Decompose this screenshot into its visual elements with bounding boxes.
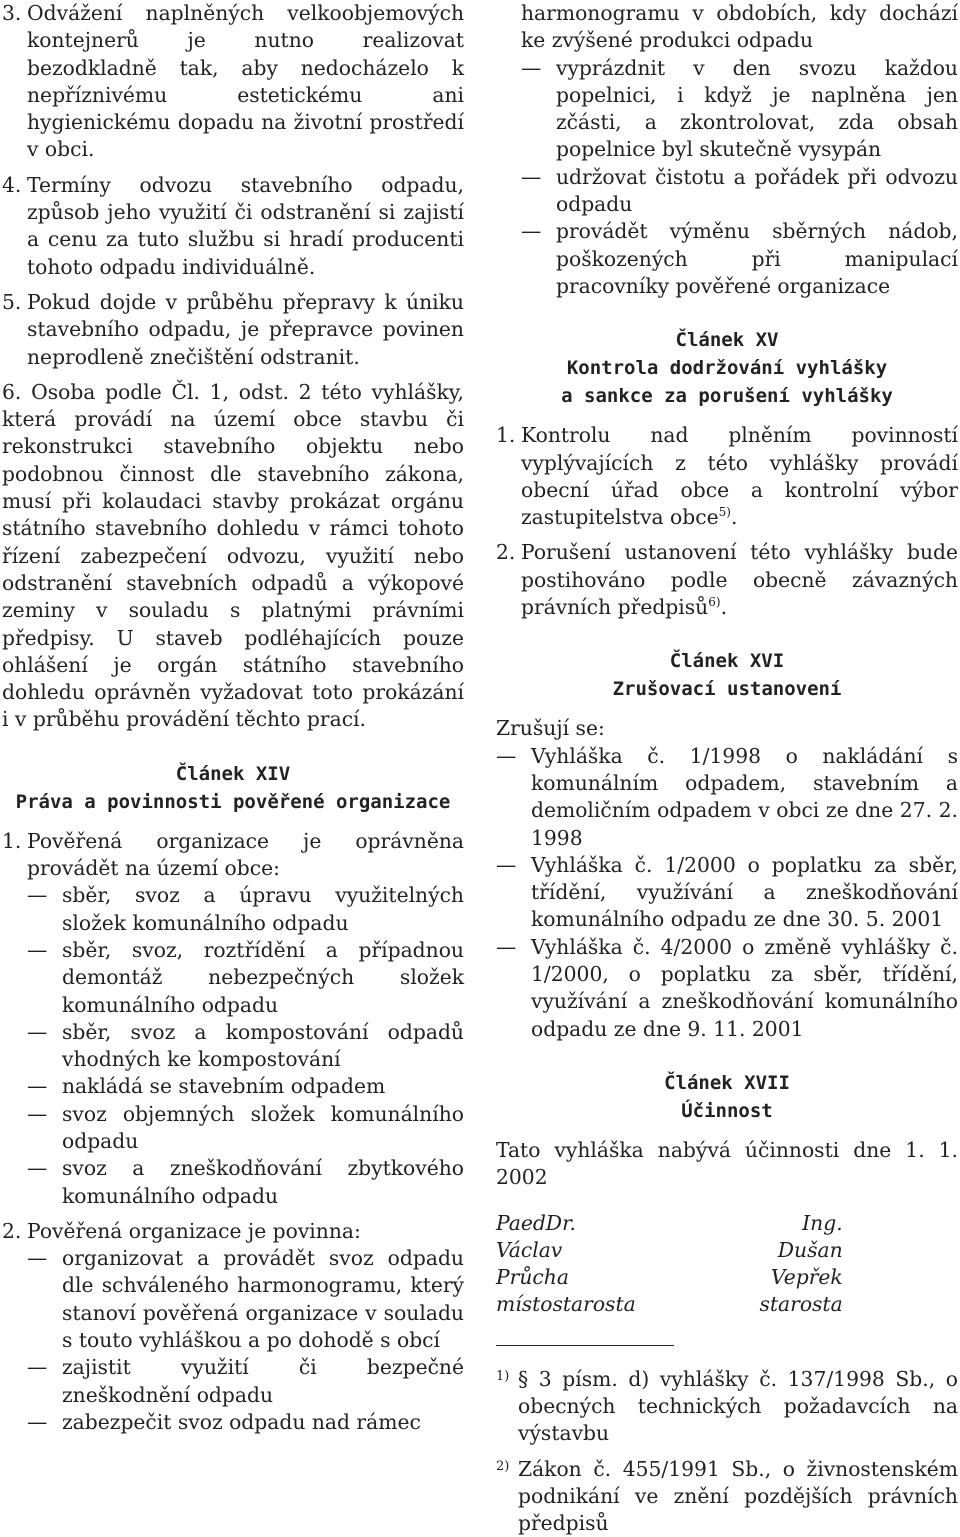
item-text: Pověřená organizace je povinna:	[27, 1218, 361, 1243]
signature-name: PaedDr. Václav Průcha	[496, 1210, 576, 1290]
footnote-text: Zákon č. 455/1991 Sb., o živnostenském podnikání ve znění pozdějších právních předpisů	[518, 1456, 958, 1536]
repeal-intro: Zrušují se:	[496, 716, 605, 741]
list-item	[2, 289, 464, 371]
dash-item: — sběr, svoz a úpravu využitelných složek komunálního odpadu	[27, 883, 464, 935]
dash-list	[27, 882, 464, 1210]
article-subtitle: Kontrola dodržování vyhlášky	[566, 357, 888, 380]
list-item	[2, 1218, 464, 1245]
footnote-mark: 1)	[496, 1368, 510, 1384]
footnote-divider	[496, 1345, 674, 1346]
article-subtitle: Práva a povinnosti pověřené organizace	[15, 790, 451, 813]
list-item: 2. Porušení ustanovení této vyhlášky bude postihováno podle obecně závazných právních předpisů$^{6)}$.	[496, 539, 958, 621]
dash-item: — svoz objemných složek komunálního odpadu	[27, 1101, 464, 1153]
item-text: Pokud dojde v průběhu přepravy k úniku stavebního odpadu, je přepravce povinen neprodleně znečištění odstranit.	[27, 289, 464, 369]
dash-item: — Vyhláška č. 1/2000 o poplatku za sběr, třídění, využívání a zneškodňování komunálního odpadu ze dne 30. 5. 2001	[496, 852, 958, 932]
dash-item: — organizovat a provádět svoz odpadu dle schváleného harmonogramu, který stanoví pověřená organizace v souladu s touto vyhláškou a po dohodě s obcí	[27, 1246, 464, 1353]
list-item	[2, 0, 464, 164]
item-number: 3.	[2, 1, 22, 25]
dash-item: — svoz a zneškodňování zbytkového komunálního odpadu	[27, 1156, 464, 1208]
dash-item: — Vyhláška č. 4/2000 o změně vyhlášky č. 1/2000, o poplatku za sběr, třídění, využívání a zneškodňování komunálního odpadu ze dne 9. 11. 2001	[496, 934, 958, 1041]
signature-name: Ing. Dušan Vepřek	[770, 1210, 843, 1290]
dash-item: — zajistit využití či bezpečné zneškodnění odpadu	[27, 1355, 464, 1407]
article-title: Článek XV	[675, 329, 779, 352]
paragraph-6: 6. Osoba podle Čl. 1, odst. 2 této vyhlášky, která provádí na území obce stavbu či rekonstrukci stavebního objektu nebo podobnou činnost dle stavebního zákona, musí při kolaudaci stavby prokázat orgánu státního stavebního dohledu v rámci tohoto řízení zabezpečení odvozu, využití nebo odstranění stavebních odpadů a výkopové zeminy v souladu s platnými právními předpisy. U staveb podléhajících pouze ohlášení je orgán státního stavebního dohledu oprávněn vyžadovat toto prokázání i v průběhu provádění těchto prací.	[2, 379, 464, 732]
dash-item: — zabezpečit svoz odpadu nad rámec	[27, 1409, 421, 1434]
signature-role: starosta	[759, 1292, 843, 1317]
signatures	[496, 1210, 958, 1319]
footnote-ref: 6)	[708, 595, 721, 610]
dash-item: — sběr, svoz a kompostování odpadů vhodných ke kompostování	[27, 1019, 464, 1072]
article-subtitle: Zrušovací ustanovení	[612, 678, 842, 701]
dash-item: — nakládá se stavebním odpadem	[27, 1074, 386, 1099]
left-column	[2, 0, 464, 1436]
article-17-heading	[496, 1069, 958, 1125]
item-number: 1.	[496, 423, 516, 448]
footnote	[496, 1366, 958, 1448]
dash-item: — vyprázdnit v den svozu každou popelnici, i když je naplněna jen zčásti, a zkontrolovat, zda obsah popelnice byl skutečně vysypán	[521, 55, 958, 162]
footnote-text: § 3 písm. d) vyhlášky č. 137/1998 Sb., o obecných technických požadavcích na výstavbu	[518, 1366, 958, 1446]
article-15-heading	[496, 326, 958, 410]
item-number: 2.	[2, 1218, 22, 1243]
article-14-heading	[2, 760, 464, 816]
article-subtitle: a sankce za porušení vyhlášky	[561, 385, 893, 408]
right-column	[496, 0, 958, 1537]
item-number: 2.	[496, 540, 516, 565]
continued-text: harmonogramu v obdobích, kdy dochází ke zvýšené produkci odpadu	[521, 1, 958, 53]
item-number: 5.	[2, 289, 22, 314]
article-title: Článek XVI	[669, 650, 785, 673]
dash-list	[521, 55, 958, 301]
item-text: Porušení ustanovení této vyhlášky bude postihováno podle obecně závazných právních předpisů	[521, 540, 958, 620]
item-text: Kontrolu nad plněním povinností vyplývajících z této vyhlášky provádí obecní úřad obce a kontrolní výbor zastupitelstva obce	[521, 423, 958, 530]
list-item	[2, 828, 464, 883]
item-text: Pověřená organizace je oprávněna provádět na území obce:	[27, 828, 464, 881]
footnote-ref: 5)	[718, 505, 731, 520]
article-title: Článek XIV	[175, 762, 291, 785]
dash-item: — provádět výměnu sběrných nádob, poškozených při manipulací pracovníky pověřené organizace	[521, 219, 958, 298]
list-item: 1. Kontrolu nad plněním povinností vyplývajících z této vyhlášky provádí obecní úřad obce a kontrolní výbor zastupitelstva obce$^{5)}$.	[496, 422, 958, 531]
item-text: Odvážení naplněných velkoobjemových kontejnerů je nutno realizovat bezodkladně tak, aby nedocházelo k nepříznivému estetickému ani hygienickému dopadu na životní prostředí v obci.	[27, 1, 464, 162]
signature-role: místostarosta	[496, 1292, 636, 1317]
footnote-mark: 2)	[496, 1458, 510, 1474]
effective-date: Tato vyhláška nabývá účinnosti dne 1. 1. 2002	[496, 1137, 958, 1190]
article-subtitle: Účinnost	[681, 1099, 773, 1122]
dash-list	[496, 743, 958, 1043]
item-text: Termíny odvozu stavebního odpadu, způsob jeho využití či odstranění si zajistí a cenu za tuto službu si hradí producenti tohoto odpadu individuálně.	[27, 172, 464, 279]
dash-item: — Vyhláška č. 1/1998 o nakládání s komunálním odpadem, stavebním a demoličním odpadem v obci ze dne 27. 2. 1998	[496, 743, 958, 850]
article-title: Článek XVII	[664, 1071, 790, 1094]
list-item	[2, 172, 464, 281]
item-number: 1.	[2, 828, 22, 853]
item-number: 4.	[2, 172, 22, 197]
dash-item: — sběr, svoz, roztřídění a případnou demontáž nebezpečných složek komunálního odpadu	[27, 937, 464, 1017]
dash-list	[27, 1245, 464, 1436]
dash-item: — udržovat čistotu a pořádek při odvozu odpadu	[521, 164, 958, 217]
article-16-heading	[496, 647, 958, 703]
footnote	[496, 1456, 958, 1537]
